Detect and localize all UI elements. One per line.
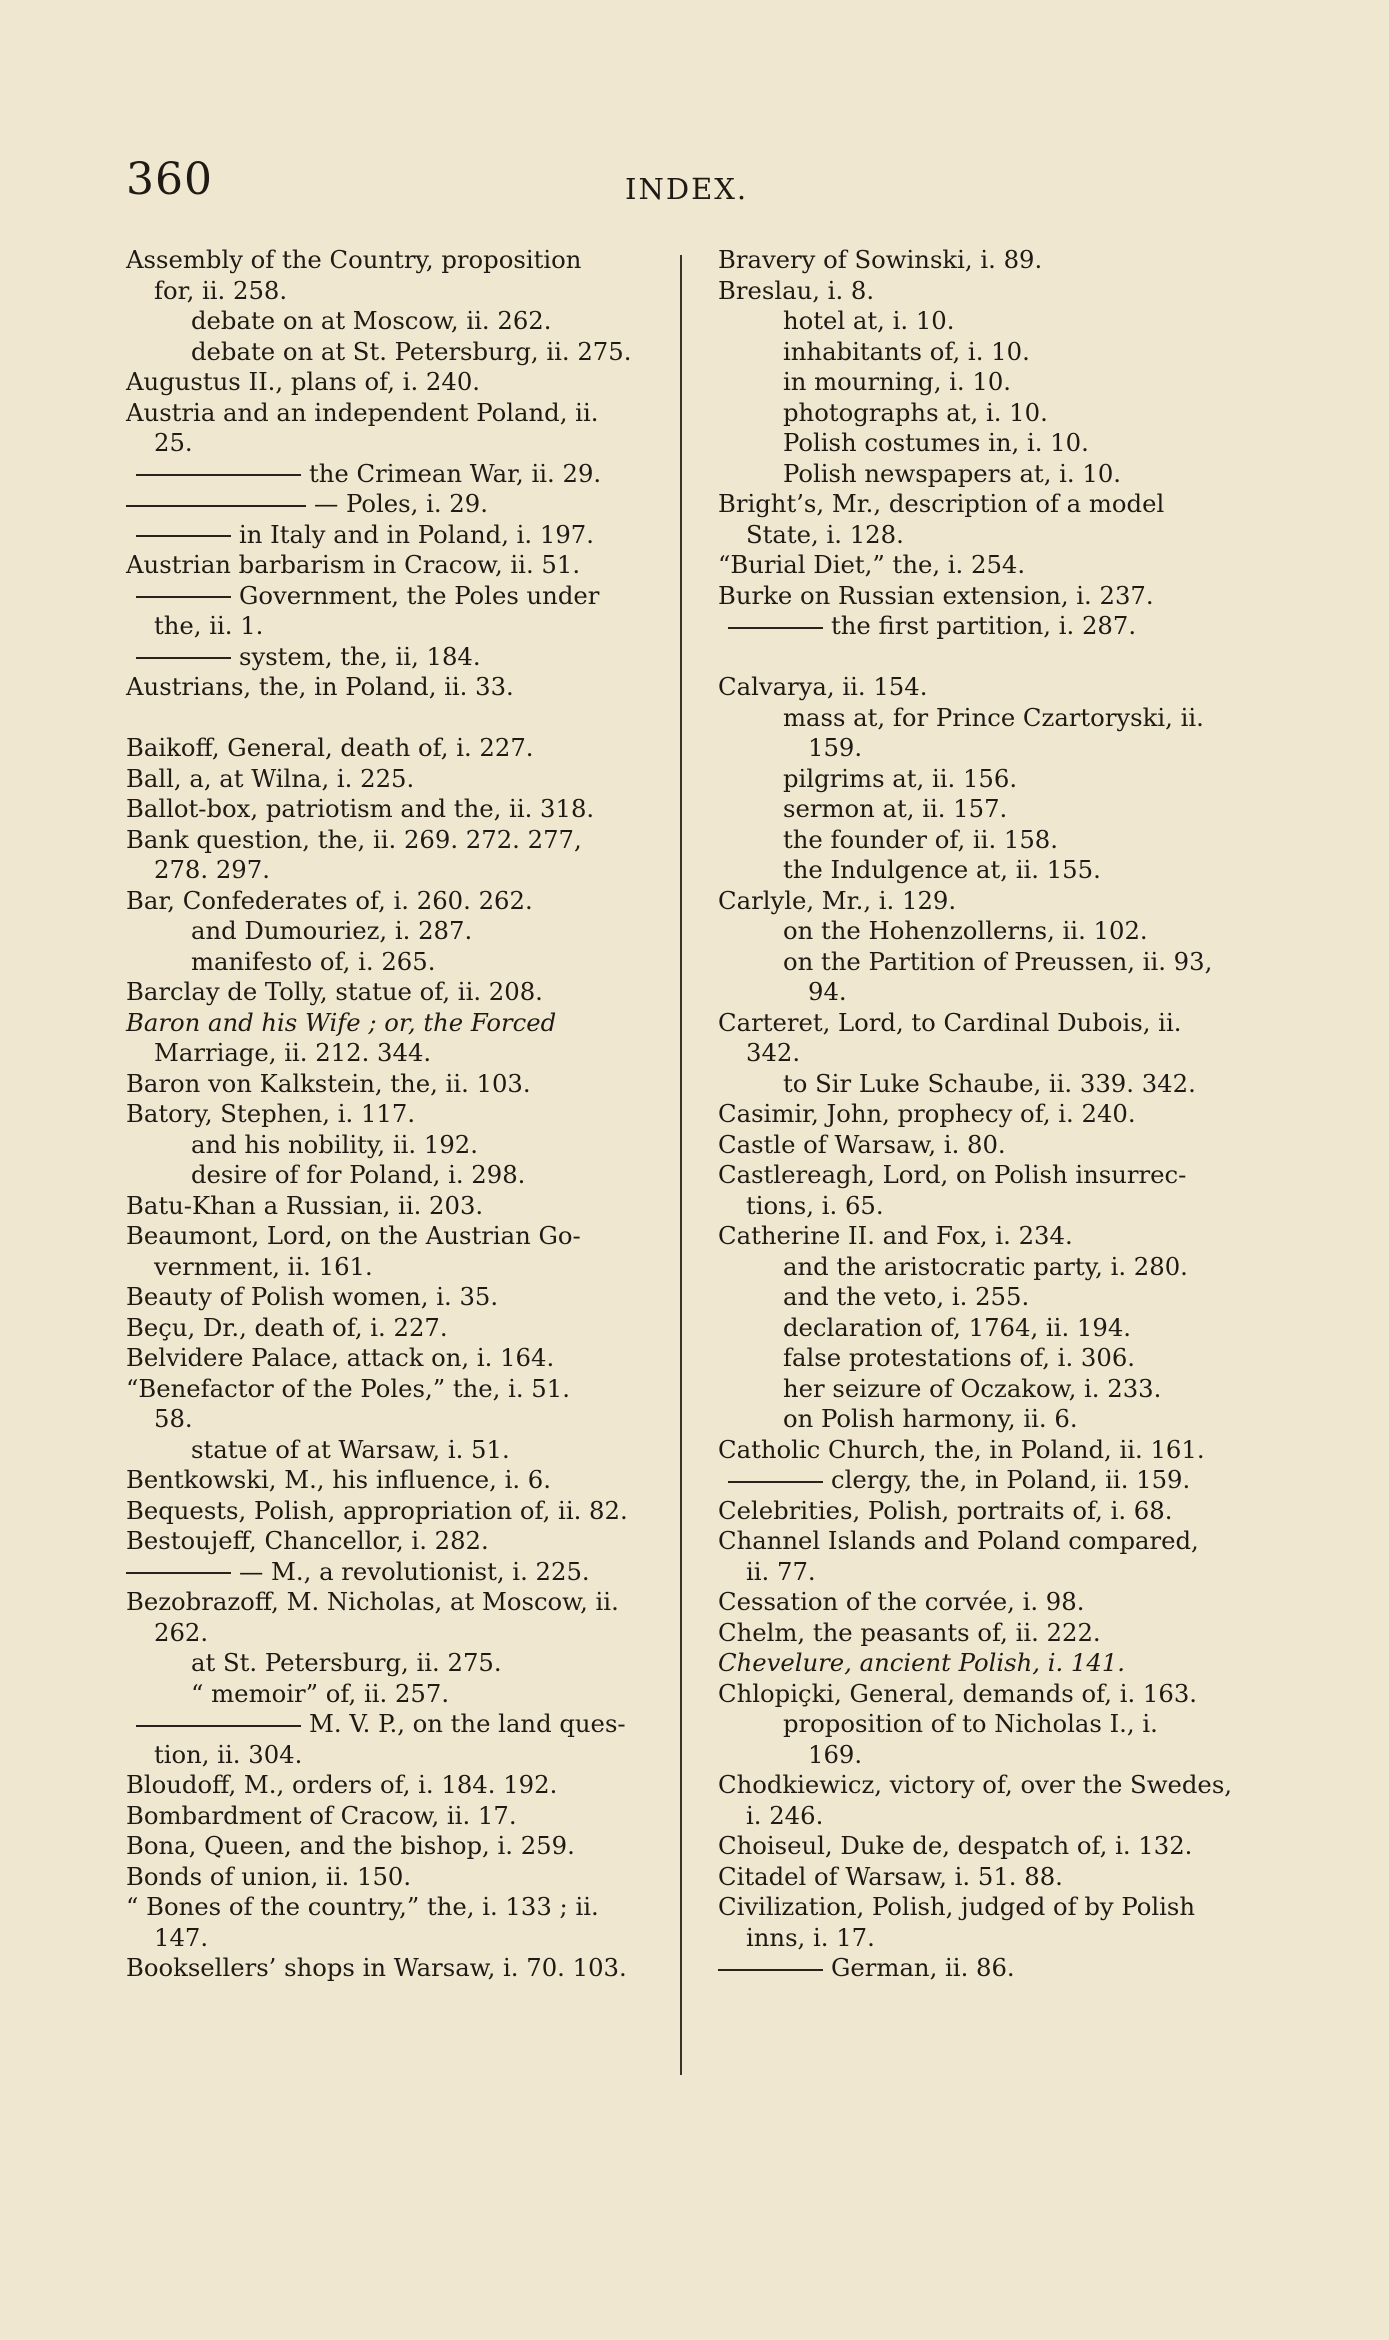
index-entry: at St. Petersburg, ii. 275. xyxy=(191,1648,502,1677)
index-entry: Channel Islands and Poland compared, xyxy=(718,1526,1199,1555)
index-entry: in Italy and in Poland, i. 197. xyxy=(126,520,671,551)
ditto-rule xyxy=(126,1572,231,1574)
index-entry: 342. xyxy=(746,1038,801,1067)
index-entry: 25. xyxy=(154,428,193,457)
index-entry: Marriage, ii. 212. 344. xyxy=(154,1038,432,1067)
index-entry: “Burial Diet,” the, i. 254. xyxy=(718,550,1026,579)
index-entry: Breslau, i. 8. xyxy=(718,275,875,305)
index-entry: 58. xyxy=(154,1404,193,1433)
index-entry: “Benefactor of the Poles,” the, i. 51. xyxy=(126,1373,570,1403)
index-entry: and the aristocratic party, i. 280. xyxy=(783,1251,1188,1281)
index-entry: tion, ii. 304. xyxy=(154,1739,303,1769)
index-entry: on the Partition of Preussen, ii. 93, xyxy=(783,946,1213,976)
index-entry: Bar, Confederates of, i. 260. 262. xyxy=(126,885,533,915)
ditto-rule xyxy=(136,596,231,598)
index-entry: ii. 77. xyxy=(746,1556,816,1586)
index-entry: 159. xyxy=(808,733,863,762)
index-entry: — M., a revolutionist, i. 225. xyxy=(126,1557,671,1588)
index-entry: and Dumouriez, i. 287. xyxy=(191,916,473,945)
index-entry: the founder of, ii. 158. xyxy=(783,824,1058,854)
index-entry: Celebrities, Polish, portraits of, i. 68. xyxy=(718,1495,1173,1525)
index-entry: Catherine II. and Fox, i. 234. xyxy=(718,1221,1073,1250)
index-entry: Carteret, Lord, to Cardinal Dubois, ii. xyxy=(718,1007,1182,1037)
index-entry: Baron von Kalkstein, the, ii. 103. xyxy=(126,1068,531,1098)
index-entry: Choiseul, Duke de, despatch of, i. 132. xyxy=(718,1831,1193,1860)
index-entry: Austrian barbarism in Cracow, ii. 51. xyxy=(126,550,581,579)
index-entry: Beçu, Dr., death of, i. 227. xyxy=(126,1312,448,1342)
index-entry: false protestations of, i. 306. xyxy=(783,1343,1135,1372)
index-entry: Calvarya, ii. 154. xyxy=(718,672,928,701)
index-entry: 94. xyxy=(808,977,847,1006)
index-entry: hotel at, i. 10. xyxy=(783,306,955,335)
index-entry: declaration of, 1764, ii. 194. xyxy=(783,1312,1131,1342)
index-entry: Batu-Khan a Russian, ii. 203. xyxy=(126,1190,484,1220)
index-entry: Chodkiewicz, victory of, over the Swedes, xyxy=(718,1770,1233,1799)
index-entry: Chelm, the peasants of, ii. 222. xyxy=(718,1617,1101,1647)
index-entry: State, i. 128. xyxy=(746,519,904,549)
index-entry: Bequests, Polish, appropriation of, ii. 82. xyxy=(126,1495,628,1525)
index-entry: Belvidere Palace, attack on, i. 164. xyxy=(126,1343,555,1372)
index-entry: Bezobrazoff, M. Nicholas, at Moscow, ii. xyxy=(126,1587,619,1616)
index-entry: Barclay de Tolly, statue of, ii. 208. xyxy=(126,977,543,1006)
index-entry: the, ii. 1. xyxy=(154,611,264,640)
index-entry: 147. xyxy=(154,1922,209,1952)
index-entry: mass at, for Prince Czartoryski, ii. xyxy=(783,702,1204,732)
index-entry: on Polish harmony, ii. 6. xyxy=(783,1404,1078,1433)
index-entry: Booksellers’ shops in Warsaw, i. 70. 103. xyxy=(126,1953,627,1982)
index-entry: desire of for Poland, i. 298. xyxy=(191,1160,526,1189)
index-entry: manifesto of, i. 265. xyxy=(191,946,436,976)
index-entry: Polish newspapers at, i. 10. xyxy=(783,458,1121,488)
index-entry: her seizure of Oczakow, i. 233. xyxy=(783,1373,1162,1403)
index-entry: and the veto, i. 255. xyxy=(783,1282,1030,1311)
index-entry: inns, i. 17. xyxy=(746,1922,875,1952)
ditto-rule xyxy=(136,474,301,476)
index-entry: Bentkowski, M., his influence, i. 6. xyxy=(126,1465,551,1494)
index-column-right xyxy=(718,245,1268,1984)
index-entry: 262. xyxy=(154,1617,209,1647)
index-entry: “ memoir” of, ii. 257. xyxy=(191,1678,450,1708)
index-entry: Bona, Queen, and the bishop, i. 259. xyxy=(126,1831,575,1860)
index-entry: Carlyle, Mr., i. 129. xyxy=(718,885,957,915)
index-entry: Catholic Church, the, in Poland, ii. 161. xyxy=(718,1434,1205,1464)
ditto-rule xyxy=(136,657,231,659)
index-entry: pilgrims at, ii. 156. xyxy=(783,763,1018,793)
index-entry: Bright’s, Mr., description of a model xyxy=(718,489,1165,518)
index-entry: Baron and his Wife ; or, the Forced xyxy=(126,1007,557,1037)
index-entry: Bestoujeff, Chancellor, i. 282. xyxy=(126,1526,489,1555)
index-entry: Burke on Russian extension, i. 237. xyxy=(718,580,1154,610)
index-entry: Assembly of the Country, proposition xyxy=(126,245,582,274)
index-entry: Polish costumes in, i. 10. xyxy=(783,428,1089,457)
index-entry: Beauty of Polish women, i. 35. xyxy=(126,1282,499,1311)
index-entry: Chlopiçki, General, demands of, i. 163. xyxy=(718,1678,1198,1708)
index-entry: Bonds of union, ii. 150. xyxy=(126,1861,412,1891)
index-entry: vernment, ii. 161. xyxy=(154,1251,373,1281)
ditto-rule xyxy=(136,1725,301,1727)
index-entry: Castle of Warsaw, i. 80. xyxy=(718,1129,1006,1159)
index-entry: 169. xyxy=(808,1739,863,1769)
index-entry: “ Bones of the country,” the, i. 133 ; ii. xyxy=(126,1892,599,1921)
index-entry: the Crimean War, ii. 29. xyxy=(126,459,671,490)
column-divider xyxy=(680,255,682,2075)
index-entry: on the Hohenzollerns, ii. 102. xyxy=(783,916,1148,945)
ditto-rule xyxy=(136,535,231,537)
index-entry: Cessation of the corvée, i. 98. xyxy=(718,1587,1085,1616)
index-entry: i. 246. xyxy=(746,1800,824,1830)
index-entry: German, ii. 86. xyxy=(718,1953,1268,1984)
index-entry: Ballot-box, patriotism and the, ii. 318. xyxy=(126,794,595,823)
section-gap xyxy=(126,703,671,734)
index-entry: proposition of to Nicholas I., i. xyxy=(783,1709,1158,1738)
index-entry: tions, i. 65. xyxy=(746,1190,884,1220)
index-entry: the Indulgence at, ii. 155. xyxy=(783,855,1101,884)
index-entry: the first partition, i. 287. xyxy=(718,611,1268,642)
index-entry: Bloudoff, M., orders of, i. 184. 192. xyxy=(126,1770,558,1799)
index-column-left xyxy=(126,245,671,1984)
index-entry: — Poles, i. 29. xyxy=(126,489,671,520)
index-entry: Augustus II., plans of, i. 240. xyxy=(126,367,481,396)
ditto-rule xyxy=(126,505,306,507)
index-entry: Bravery of Sowinski, i. 89. xyxy=(718,245,1043,274)
running-head: INDEX. xyxy=(625,172,749,206)
index-entry: Bank question, the, ii. 269. 272. 277, xyxy=(126,824,582,854)
index-entry: debate on at St. Petersburg, ii. 275. xyxy=(191,336,632,366)
index-entry: Citadel of Warsaw, i. 51. 88. xyxy=(718,1861,1063,1891)
index-entry: for, ii. 258. xyxy=(154,275,288,305)
index-entry: statue of at Warsaw, i. 51. xyxy=(191,1434,510,1464)
index-entry: Ball, a, at Wilna, i. 225. xyxy=(126,763,415,793)
index-entry: Civilization, Polish, judged of by Polish xyxy=(718,1892,1195,1921)
index-entry: Chevelure, ancient Polish, i. 141. xyxy=(718,1648,1126,1677)
index-entry: and his nobility, ii. 192. xyxy=(191,1129,478,1159)
index-entry: Government, the Poles under xyxy=(126,581,671,612)
index-entry: Batory, Stephen, i. 117. xyxy=(126,1099,416,1128)
index-entry: in mourning, i. 10. xyxy=(783,367,1011,396)
index-entry: sermon at, ii. 157. xyxy=(783,794,1008,823)
section-gap xyxy=(718,642,1268,673)
index-entry: Casimir, John, prophecy of, i. 240. xyxy=(718,1099,1136,1128)
index-entry: Baikoff, General, death of, i. 227. xyxy=(126,733,534,762)
index-entry: 278. 297. xyxy=(154,855,270,884)
index-entry: photographs at, i. 10. xyxy=(783,397,1048,427)
ditto-rule xyxy=(718,1969,823,1971)
index-entry: clergy, the, in Poland, ii. 159. xyxy=(718,1465,1268,1496)
index-entry: Beaumont, Lord, on the Austrian Go- xyxy=(126,1221,581,1250)
index-entry: inhabitants of, i. 10. xyxy=(783,336,1030,366)
index-entry: debate on at Moscow, ii. 262. xyxy=(191,306,552,335)
index-entry: M. V. P., on the land ques- xyxy=(126,1709,671,1740)
index-entry: Austrians, the, in Poland, ii. 33. xyxy=(126,672,514,701)
ditto-rule xyxy=(728,1481,823,1483)
index-entry: Bombardment of Cracow, ii. 17. xyxy=(126,1800,517,1830)
index-entry: Austria and an independent Poland, ii. xyxy=(126,397,599,427)
index-entry: system, the, ii, 184. xyxy=(126,642,671,673)
index-entry: Castlereagh, Lord, on Polish insurrec- xyxy=(718,1160,1187,1189)
ditto-rule xyxy=(728,627,823,629)
index-entry: to Sir Luke Schaube, ii. 339. 342. xyxy=(783,1068,1196,1098)
page-number: 360 xyxy=(126,154,213,205)
